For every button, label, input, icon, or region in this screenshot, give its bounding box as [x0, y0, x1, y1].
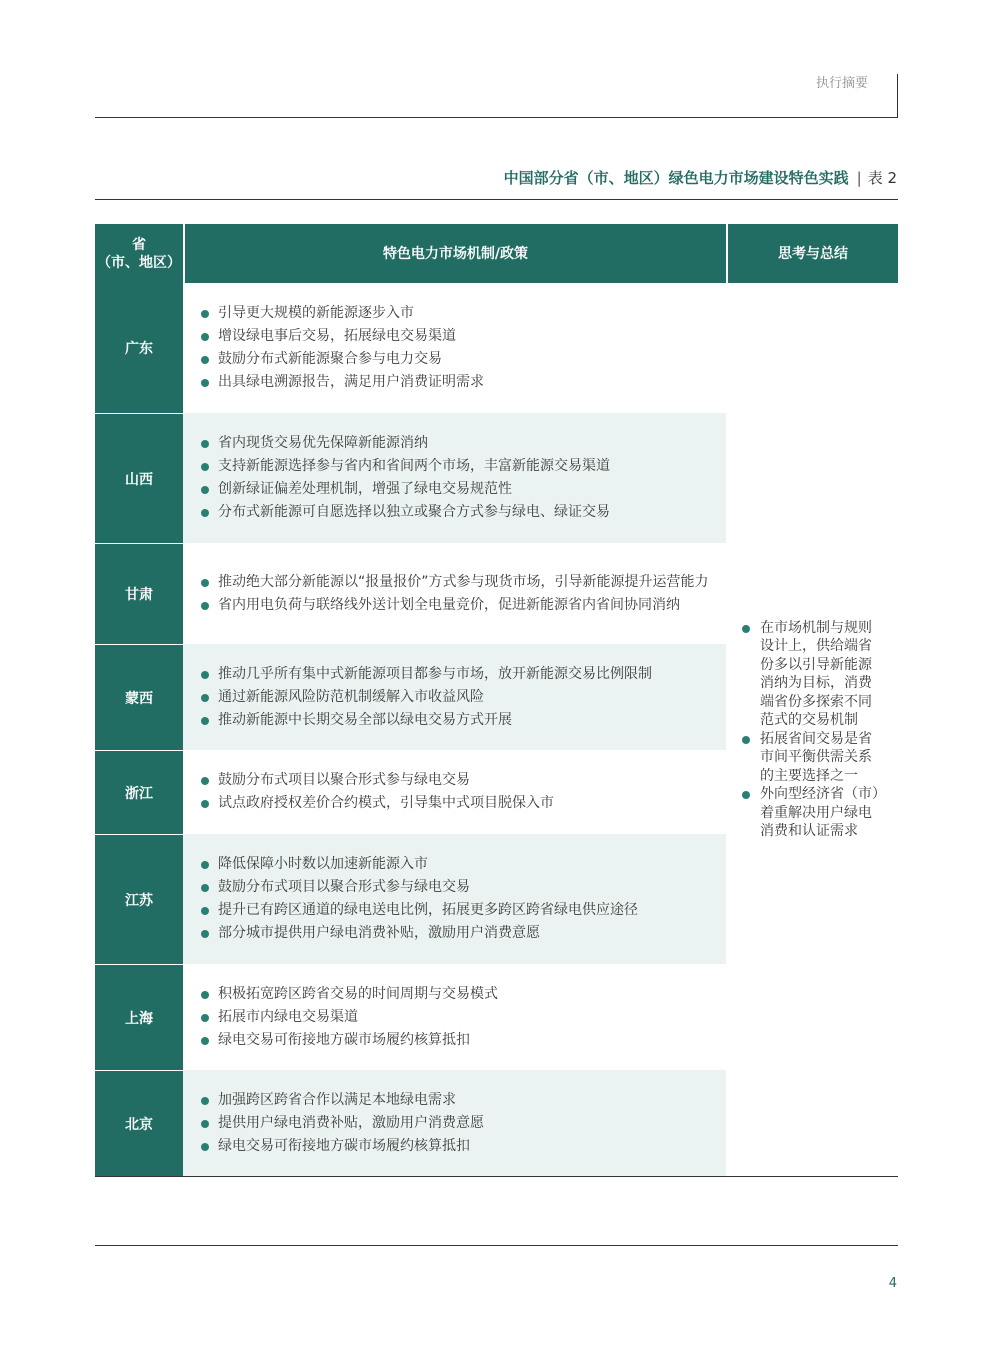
- policy-item: 支持新能源选择参与省内和省间两个市场，丰富新能源交易渠道: [201, 455, 610, 478]
- table-header: [95, 224, 898, 283]
- province-cell: 江苏: [95, 834, 183, 964]
- policy-cell: [183, 413, 726, 543]
- policy-cell: [183, 644, 726, 750]
- province-cell: 广东: [95, 283, 183, 413]
- policy-item: 部分城市提供用户绿电消费补贴，激励用户消费意愿: [201, 922, 638, 945]
- policy-item: 出具绿电溯源报告，满足用户消费证明需求: [201, 371, 484, 394]
- policy-cell: [183, 543, 726, 644]
- table-number: 表 2: [867, 169, 897, 187]
- policy-cell: [183, 964, 726, 1070]
- policy-list: [201, 432, 610, 524]
- province-cell: 北京: [95, 1070, 183, 1176]
- header-rule: [95, 117, 898, 118]
- province-cell: 甘肃: [95, 543, 183, 644]
- header-province: [95, 224, 183, 283]
- province-cell: 浙江: [95, 750, 183, 834]
- page-number: 4: [888, 1276, 897, 1291]
- province-cell: 上海: [95, 964, 183, 1070]
- policy-cell: [183, 750, 726, 834]
- summary-item: 在市场机制与规则设计上，供给端省份多以引导新能源消纳为目标，消费端省份多探索不同范式的交易机制: [742, 619, 884, 730]
- policy-item: 鼓励分布式项目以聚合形式参与绿电交易: [201, 876, 638, 899]
- policy-list: [201, 571, 709, 617]
- policy-list: [201, 983, 498, 1052]
- policy-item: 鼓励分布式新能源聚合参与电力交易: [201, 348, 484, 371]
- policy-cell: [183, 834, 726, 964]
- policy-cell: [183, 1070, 726, 1176]
- policy-item: 推动新能源中长期交易全部以绿电交易方式开展: [201, 709, 652, 732]
- title-rule: [95, 199, 898, 200]
- policy-item: 试点政府授权差价合约模式，引导集中式项目脱保入市: [201, 792, 554, 815]
- summary-list: [742, 619, 884, 841]
- policy-item: 加强跨区跨省合作以满足本地绿电需求: [201, 1089, 484, 1112]
- policy-item: 推动几乎所有集中式新能源项目都参与市场，放开新能源交易比例限制: [201, 663, 652, 686]
- policy-list: [201, 853, 638, 945]
- policy-item: 省内用电负荷与联络线外送计划全电量竞价，促进新能源省内省间协同消纳: [201, 594, 709, 617]
- header-province-label: 省 （市、地区）: [97, 236, 181, 271]
- policy-item: 降低保障小时数以加速新能源入市: [201, 853, 638, 876]
- policy-item: 提供用户绿电消费补贴，激励用户消费意愿: [201, 1112, 484, 1135]
- summary-item: 拓展省间交易是省市间平衡供需关系的主要选择之一: [742, 730, 884, 786]
- policy-list: [201, 1089, 484, 1158]
- policy-item: 推动绝大部分新能源以“报量报价”方式参与现货市场，引导新能源提升运营能力: [201, 571, 709, 594]
- policy-list: [201, 769, 554, 815]
- policy-item: 分布式新能源可自愿选择以独立或聚合方式参与绿电、绿证交易: [201, 501, 610, 524]
- province-cell: 山西: [95, 413, 183, 543]
- section-label: 执行摘要: [815, 76, 868, 91]
- policy-item: 绿电交易可衔接地方碳市场履约核算抵扣: [201, 1029, 498, 1052]
- policy-list: [201, 663, 652, 732]
- policy-item: 积极拓宽跨区跨省交易的时间周期与交易模式: [201, 983, 498, 1006]
- summary-cell: [726, 283, 898, 1176]
- table-bottom-rule: [95, 1176, 898, 1177]
- header-divider: [897, 74, 898, 117]
- policy-item: 增设绿电事后交易，拓展绿电交易渠道: [201, 325, 484, 348]
- table-title-separator: |: [856, 169, 862, 187]
- policy-item: 绿电交易可衔接地方碳市场履约核算抵扣: [201, 1135, 484, 1158]
- summary-item: 外向型经济省（市）着重解决用户绿电消费和认证需求: [742, 785, 884, 841]
- table-title-text: 中国部分省（市、地区）绿色电力市场建设特色实践: [503, 169, 849, 187]
- footer-rule: [95, 1245, 898, 1246]
- policy-item: 通过新能源风险防范机制缓解入市收益风险: [201, 686, 652, 709]
- policy-item: 创新绿证偏差处理机制，增强了绿电交易规范性: [201, 478, 610, 501]
- policy-item: 提升已有跨区通道的绿电送电比例，拓展更多跨区跨省绿电供应途径: [201, 899, 638, 922]
- policy-item: 拓展市内绿电交易渠道: [201, 1006, 498, 1029]
- table-title: [504, 168, 897, 188]
- policy-list: [201, 302, 484, 394]
- practice-table: [95, 224, 898, 1176]
- table-body: [95, 283, 898, 1176]
- province-cell: 蒙西: [95, 644, 183, 750]
- policy-cell: [183, 283, 726, 413]
- policy-item: 省内现货交易优先保障新能源消纳: [201, 432, 610, 455]
- header-policy: 特色电力市场机制/政策: [185, 224, 726, 283]
- policy-item: 鼓励分布式项目以聚合形式参与绿电交易: [201, 769, 554, 792]
- header-summary: 思考与总结: [728, 224, 898, 283]
- policy-item: 引导更大规模的新能源逐步入市: [201, 302, 484, 325]
